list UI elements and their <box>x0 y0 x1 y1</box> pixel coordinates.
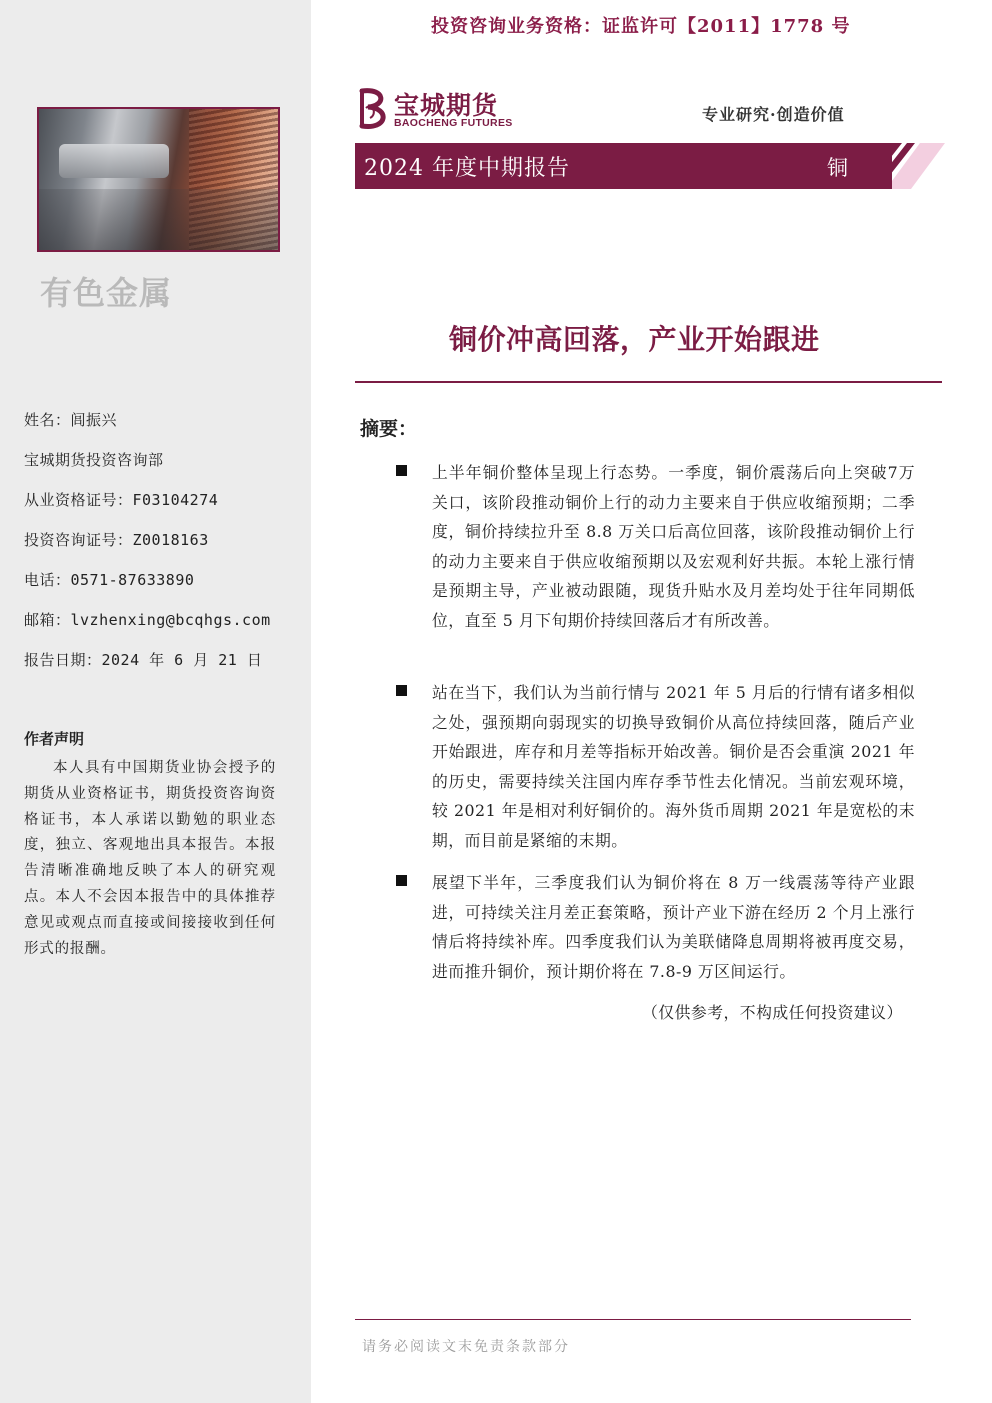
commodity-tag: 铜 <box>827 156 848 180</box>
logo-text-en: BAOCHENG FUTURES <box>394 117 513 129</box>
report-date: 报告日期：2024 年 6 月 21 日 <box>24 651 263 669</box>
bullet-text: 展望下半年，三季度我们认为铜价将在 8 万一线震荡等待产业跟进，可持续关注月差正套策略，预计产业下游在经历 2 个月上涨行情后将持续补库。四季度我们认为美联储降息周期将被再度交易，进而推升铜价，预计期价将在 7.8-9 万区间运行。 <box>432 873 915 981</box>
analyst-info <box>24 408 294 688</box>
logo-mark-icon <box>356 86 390 130</box>
license-line: 投资咨询业务资格：证监许可【2011】1778 号 <box>431 16 851 37</box>
email: 邮箱：lvzhenxing@bcqhgs.com <box>24 611 271 629</box>
footer-note: 请务必阅读文末免责条款部分 <box>362 1339 570 1355</box>
slogan: 专业研究·创造价值 <box>702 105 845 124</box>
report-title: 2024 年度中期报告 <box>364 156 570 181</box>
analyst-name: 姓名：闾振兴 <box>24 411 118 429</box>
headline: 铜价冲高回落，产业开始跟进 <box>449 323 820 356</box>
square-bullet-icon <box>396 465 407 476</box>
footer-divider <box>355 1319 911 1320</box>
square-bullet-icon <box>396 875 407 886</box>
bullet-text: 站在当下，我们认为当前行情与 2021 年 5 月后的行情有诸多相似之处，强预期向弱现实的切换导致铜价从高位持续回落，随后产业开始跟进，库存和月差等指标开始改善。铜价是否会重演 2021 年的历史，需要持续关注国内库存季节性去化情况。当前宏观环境，较 2021 年是相对利好铜价的。海外货币周期 2021 年是宽松的末期，而目前是紧缩的末期。 <box>432 683 915 850</box>
qualification-number: 从业资格证号：F03104274 <box>24 491 219 509</box>
phone: 电话：0571-87633890 <box>24 571 195 589</box>
analyst-department: 宝城期货投资咨询部 <box>24 451 164 469</box>
logo-text-cn: 宝城期货 <box>394 91 499 120</box>
copper-coil-photo <box>37 107 280 252</box>
sidebar <box>0 0 311 1403</box>
square-bullet-icon <box>396 685 407 696</box>
consulting-number: 投资咨询证号：Z0018163 <box>24 531 209 549</box>
sector-label: 有色金属 <box>40 274 173 312</box>
declaration-text: 本人具有中国期货业协会授予的期货从业资格证书，期货投资咨询资格证书，本人承诺以勤勉的职业态度，独立、客观地出具本报告。本报告清晰准确地反映了本人的研究观点。本人不会因本报告中的具体推荐意见或观点而直接或间接接收到任何形式的报酬。 <box>24 760 276 957</box>
investment-disclaimer: （仅供参考，不构成任何投资建议） <box>642 1003 903 1022</box>
declaration-title: 作者声明 <box>24 730 85 748</box>
company-logo <box>356 86 526 132</box>
bullet-text: 上半年铜价整体呈现上行态势。一季度，铜价震荡后向上突破7万关口，该阶段推动铜价上行的动力主要来自于供应收缩预期；二季度，铜价持续拉升至 8.8 万关口后高位回落，该阶段推动铜价上行的动力主要来自于供应收缩预期以及宏观利好共振。本轮上涨行情是预期主导，产业被动跟随，现货升贴水及月差均处于往年同期低位，直至 5 月下旬期价持续回落后才有所改善。 <box>432 463 915 630</box>
headline-divider <box>355 381 942 383</box>
report-banner <box>355 143 945 189</box>
abstract-title: 摘要： <box>360 418 418 440</box>
